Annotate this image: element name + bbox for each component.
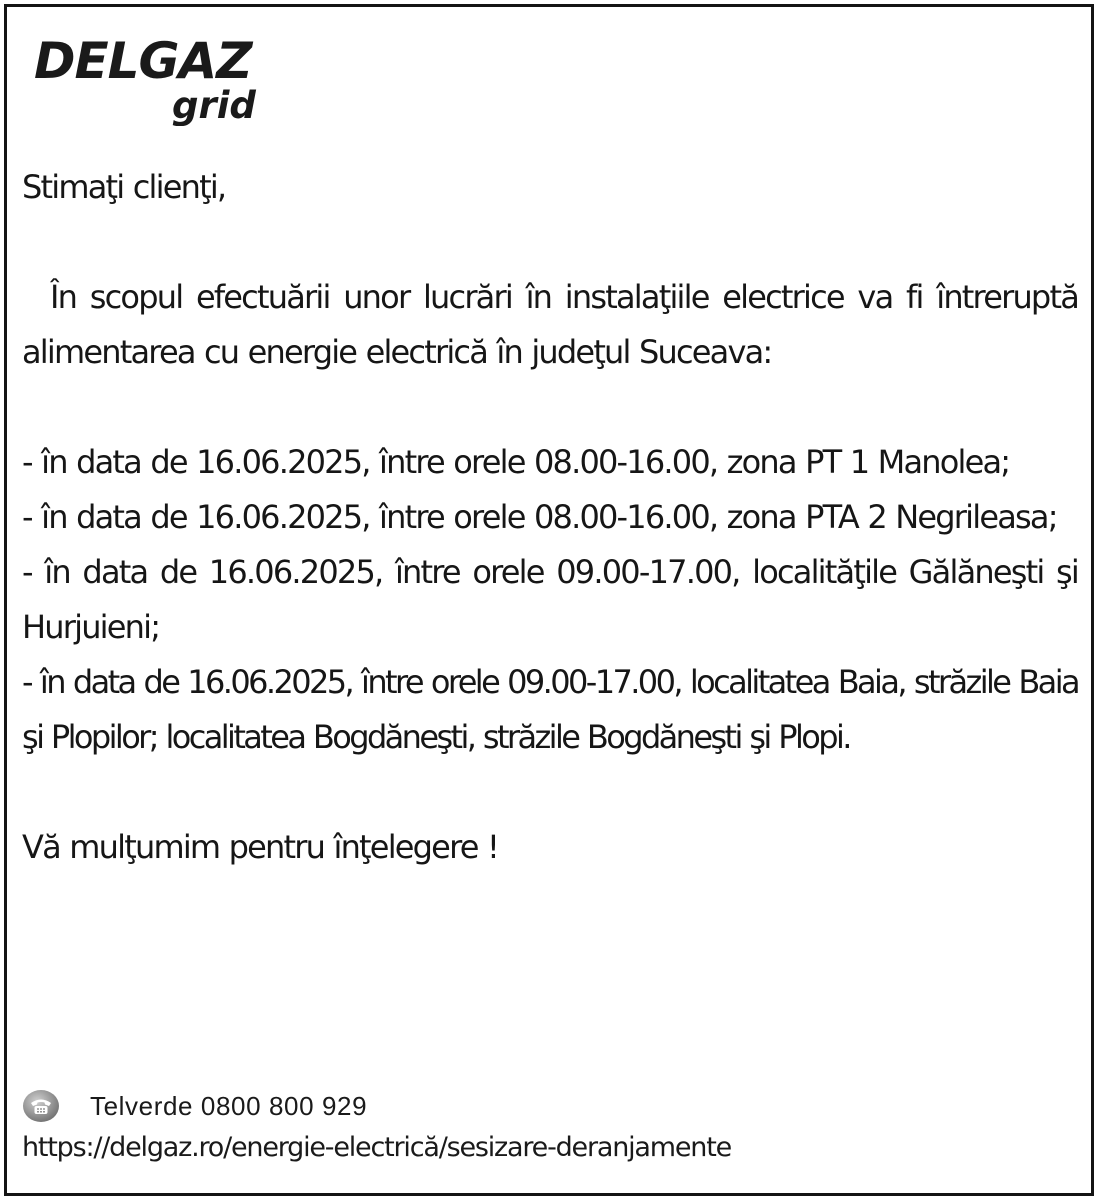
phone-contact xyxy=(22,1086,367,1126)
logo-subwordmark: grid xyxy=(172,84,256,126)
outage-item: - în data de 16.06.2025, între orele 08.00-16.00, zona PT 1 Manolea; xyxy=(22,443,1010,481)
logo-graphic xyxy=(32,30,282,126)
notice-body xyxy=(22,160,1078,875)
logo-wordmark: DELGAZ xyxy=(34,32,252,90)
outage-item: - în data de 16.06.2025, între orele 08.00-16.00, zona PTA 2 Negrileasa; xyxy=(22,498,1057,536)
greeting: Stimaţi clienţi, xyxy=(22,168,226,206)
phone-icon xyxy=(22,1087,60,1125)
intro-paragraph: În scopul efectuării unor lucrări în instalaţiile electrice va fi întreruptă alimentarea cu energie electrică în judeţul Suceava: xyxy=(22,278,1078,371)
phone-number: Telverde 0800 800 929 xyxy=(90,1090,368,1121)
closing-line: Vă mulţumim pentru înţelegere ! xyxy=(22,828,499,866)
delgaz-grid-logo xyxy=(32,30,282,126)
report-url: https://delgaz.ro/energie-electrică/sesizare-deranjamente xyxy=(22,1132,731,1163)
outage-item: - în data de 16.06.2025, între orele 09.00-17.00, localitatea Baia, străzile Baia şi Plopilor; localitatea Bogdăneşti, străzile Bogdăneşti şi Plopi. xyxy=(22,663,1078,756)
outage-item: - în data de 16.06.2025, între orele 09.00-17.00, localităţile Gălăneşti şi Hurjuieni; xyxy=(22,553,1078,646)
